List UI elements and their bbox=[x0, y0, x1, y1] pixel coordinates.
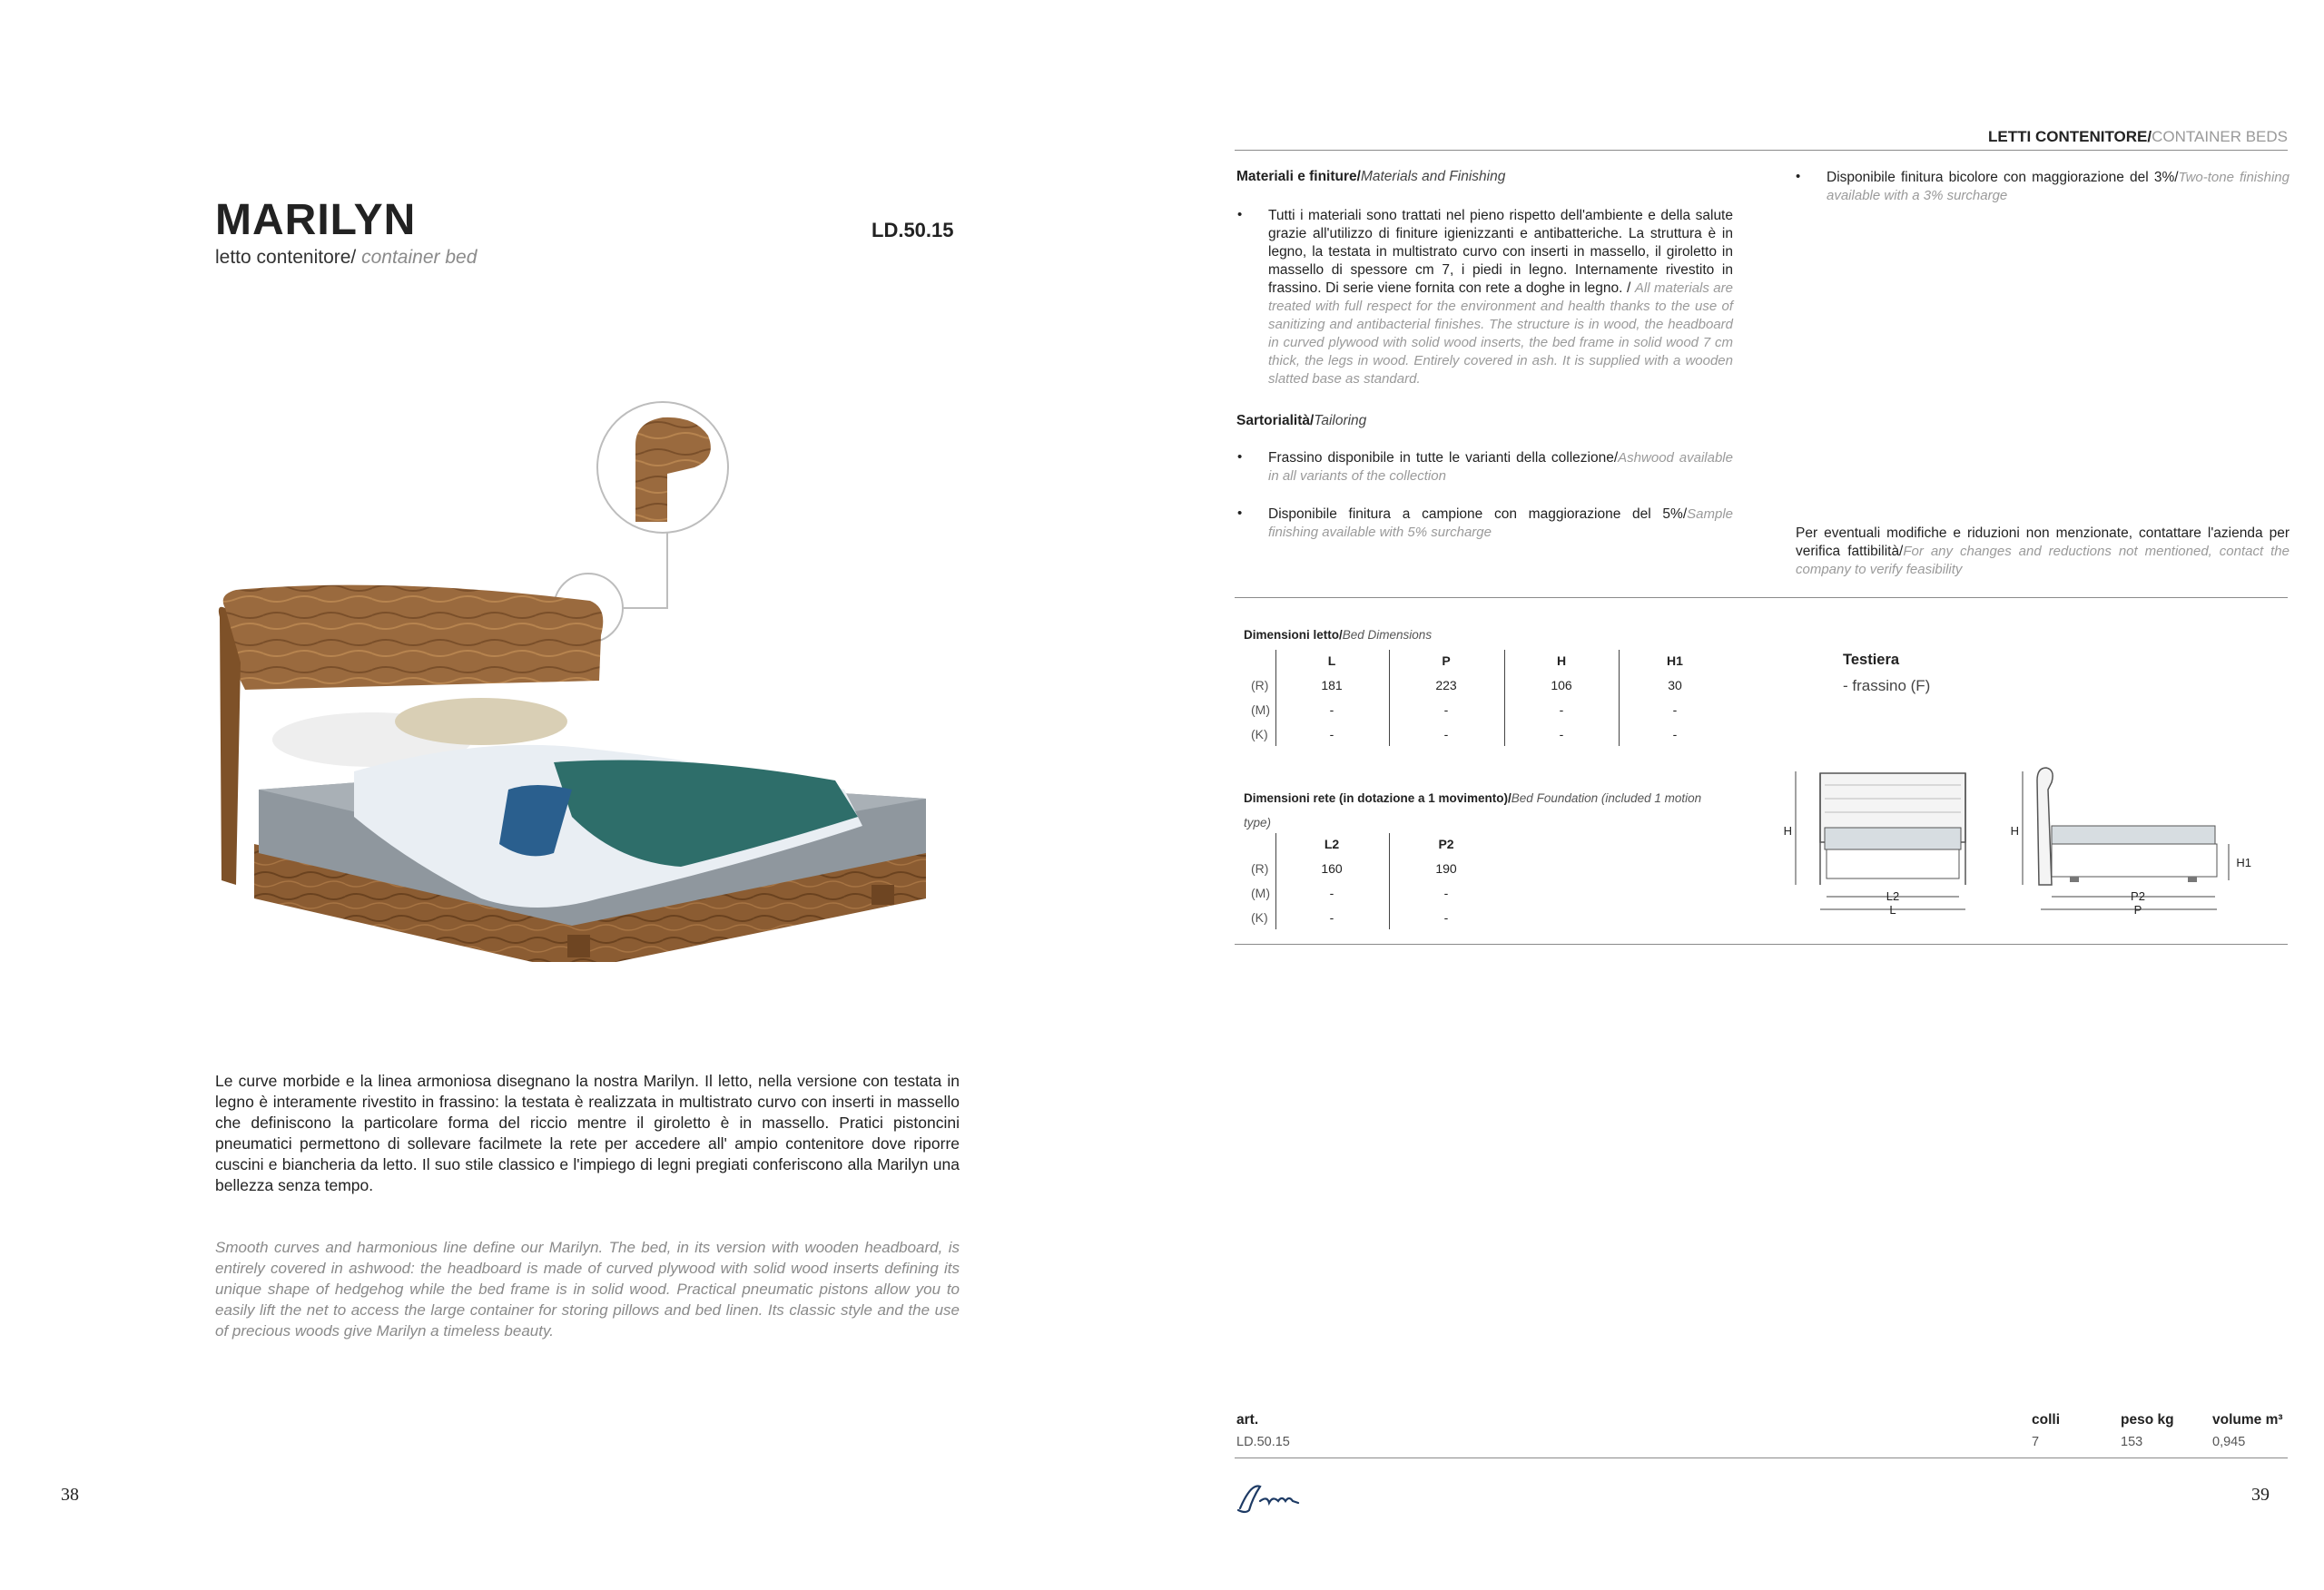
table-divider bbox=[1389, 650, 1390, 746]
table-divider bbox=[1389, 833, 1390, 929]
materials-text-it: Tutti i materiali sono trattati nel pieno rispetto dell'ambiente e della salute grazie all'utilizzo di finiture igienizzanti e antibatteriche. La struttura è in legno, la testata in multistrato curvo con inserti in massello, il giroletto in massello di spessore cm 7, i piedi in legno. Internamente rivestito in frassino. Di serie viene fornita con rete a doghe in legno. / bbox=[1268, 208, 1733, 296]
headboard-title: Testiera bbox=[1843, 652, 1900, 668]
bullet-icon: • bbox=[1237, 505, 1243, 521]
materials-heading-it: Materiali e finiture/ bbox=[1236, 169, 1361, 184]
label-front-l2: L2 bbox=[1886, 889, 1900, 903]
table-cell: - bbox=[1329, 910, 1334, 925]
footer-colli-header: colli bbox=[2032, 1412, 2061, 1428]
table-header: P2 bbox=[1438, 837, 1454, 851]
modifications-note-en: For any changes and reductions not mentioned, contact the company to verify feasibility bbox=[1796, 544, 2290, 577]
table-cell: 181 bbox=[1321, 678, 1343, 692]
table-divider bbox=[1275, 650, 1276, 746]
section-rule bbox=[1235, 944, 2288, 945]
bullet-icon: • bbox=[1237, 207, 1243, 222]
tailoring-item-1-en: Ashwood available in all variants of the collection bbox=[1268, 450, 1733, 484]
label-side-h1: H1 bbox=[2236, 856, 2251, 869]
table-header: L bbox=[1327, 653, 1336, 668]
table-row-label: (K) bbox=[1251, 727, 1268, 741]
brand-logo bbox=[1233, 1479, 1305, 1516]
subtitle-en: container bed bbox=[361, 247, 478, 268]
table-cell: 223 bbox=[1435, 678, 1457, 692]
label-front-h: H bbox=[1783, 824, 1792, 838]
table-cell: - bbox=[1672, 727, 1678, 741]
table-cell: - bbox=[1672, 702, 1678, 717]
table-divider bbox=[1504, 650, 1505, 746]
tailoring-item-2-it: Disponibile finitura a campione con maggiorazione del 5%/ bbox=[1268, 506, 1688, 522]
modifications-note bbox=[1796, 525, 2290, 579]
label-side-p2: P2 bbox=[2131, 889, 2145, 903]
footer-art-header: art. bbox=[1236, 1412, 1259, 1428]
tailoring-item-2 bbox=[1268, 505, 1733, 542]
materials-text-en: All materials are treated with full respect for the environment and health thanks to the use of sanitizing and antibacterial finishes. The structure is in wood, the headboard in curved plywood with solid wood inserts, the bed frame in solid wood 7 cm thick, the legs in wood. Entirely covered in ash. It is supplied with a wooden slatted base as standard. bbox=[1268, 280, 1733, 387]
label-side-p: P bbox=[2133, 903, 2142, 917]
bed-dimensions-title-it: Dimensioni letto/ bbox=[1244, 628, 1343, 642]
table-cell: 190 bbox=[1435, 861, 1457, 876]
table-cell: - bbox=[1559, 727, 1564, 741]
bed-product-image bbox=[209, 390, 971, 962]
headboard bbox=[223, 585, 604, 690]
bed-dimensions-title bbox=[1244, 628, 1432, 642]
label-front-l: L bbox=[1889, 903, 1896, 917]
table-row-label: (M) bbox=[1251, 702, 1270, 717]
category-en: CONTAINER BEDS bbox=[2152, 128, 2288, 145]
table-row-label: (R) bbox=[1251, 861, 1269, 876]
modifications-note-it: Per eventuali modifiche e riduzioni non menzionate, contattare l'azienda per verifica fattibilità/ bbox=[1796, 525, 2290, 559]
foundation-title-it: Dimensioni rete (in dotazione a 1 movimento)/ bbox=[1244, 791, 1512, 805]
category-header bbox=[1235, 128, 2288, 146]
page-number-left: 38 bbox=[61, 1485, 79, 1505]
product-code: LD.50.15 bbox=[872, 219, 954, 241]
table-row-label: (K) bbox=[1251, 910, 1268, 925]
table-cell: 160 bbox=[1321, 861, 1343, 876]
footer-colli-value: 7 bbox=[2032, 1435, 2040, 1449]
materials-text bbox=[1268, 207, 1733, 388]
table-cell: - bbox=[1443, 702, 1449, 717]
footer-peso-header: peso kg bbox=[2121, 1412, 2174, 1428]
category-it: LETTI CONTENITORE/ bbox=[1988, 128, 2152, 145]
table-cell: - bbox=[1443, 727, 1449, 741]
bullet-icon: • bbox=[1237, 449, 1243, 465]
tailoring-heading bbox=[1236, 413, 1366, 429]
technical-drawing bbox=[1779, 762, 2297, 926]
side-view-drawing bbox=[2011, 768, 2251, 917]
footer-volume-header: volume m³ bbox=[2212, 1412, 2283, 1428]
table-divider bbox=[1619, 650, 1620, 746]
tailoring-item-1 bbox=[1268, 449, 1733, 486]
table-divider bbox=[1275, 833, 1276, 929]
table-row-label: (M) bbox=[1251, 886, 1270, 900]
tailoring-item-1-it: Frassino disponibile in tutte le varianti della collezione/ bbox=[1268, 450, 1619, 466]
bed-dimensions-title-en: Bed Dimensions bbox=[1342, 628, 1433, 642]
table-cell: - bbox=[1329, 702, 1334, 717]
tailoring-heading-it: Sartorialità/ bbox=[1236, 413, 1315, 428]
subtitle-it: letto contenitore/ bbox=[215, 247, 357, 268]
table-row-label: (R) bbox=[1251, 678, 1269, 692]
section-rule bbox=[1235, 597, 2288, 598]
header-rule bbox=[1235, 150, 2288, 151]
foundation-dimensions-title bbox=[1244, 786, 1716, 835]
materials-heading bbox=[1236, 169, 1505, 185]
description-english: Smooth curves and harmonious line define our Marilyn. The bed, in its version with wooden headboard, is entirely covered in ashwood: the headboard is made of curved plywood with solid wood inserts defining its unique shape of hedgehog while the bed frame is in solid wood. Practical pneumatic pistons allow you to easily lift the net to access the large container for storing pillows and bed linen. Its classic style and the use of precious woods give Marilyn a timeless beauty. bbox=[215, 1239, 960, 1340]
table-header: H bbox=[1556, 653, 1567, 668]
description-italian: Le curve morbide e la linea armoniosa disegnano la nostra Marilyn. Il letto, nella versione con testata in legno è interamente rivestito in frassino: la testata è realizzata in multistrato curvo con inserti in massello che definiscono la particolare forma del riccio mentre il giroletto è in massello. Pratici pistoncini pneumatici permettono di sollevare facilmete la rete per accedere all' ampio contenitore dove riporre cuscini e biancheria da letto. Il suo stile classico e l'impiego di legni pregiati conferiscono alla Marilyn una bellezza senza tempo. bbox=[215, 1072, 960, 1194]
front-view-drawing bbox=[1784, 771, 1965, 917]
table-cell: - bbox=[1559, 702, 1564, 717]
footer-peso-value: 153 bbox=[2121, 1435, 2143, 1449]
bicolor-note bbox=[1827, 169, 2290, 205]
table-cell: - bbox=[1443, 886, 1449, 900]
table-cell: - bbox=[1329, 727, 1334, 741]
tailoring-heading-en: Tailoring bbox=[1314, 413, 1367, 428]
table-cell: - bbox=[1329, 886, 1334, 900]
materials-heading-en: Materials and Finishing bbox=[1360, 169, 1506, 184]
footer-art-value: LD.50.15 bbox=[1236, 1435, 1290, 1449]
tailoring-item-2-en: Sample finishing available with 5% surcharge bbox=[1268, 506, 1733, 540]
product-subtitle bbox=[215, 247, 477, 269]
page-number-right: 39 bbox=[2251, 1485, 2270, 1505]
label-side-h: H bbox=[2010, 824, 2019, 838]
table-header: L2 bbox=[1324, 837, 1340, 851]
headboard-option: - frassino (F) bbox=[1843, 677, 1931, 694]
pillow bbox=[395, 698, 567, 745]
table-cell: 30 bbox=[1668, 678, 1682, 692]
footer-volume-value: 0,945 bbox=[2212, 1435, 2246, 1449]
foundation-title-en: Bed Foundation (included 1 motion type) bbox=[1244, 791, 1702, 829]
bicolor-note-it: Disponibile finitura bicolore con maggiorazione del 3%/ bbox=[1827, 170, 2179, 185]
bicolor-note-en: Two-tone finishing available with a 3% surcharge bbox=[1827, 170, 2290, 203]
table-cell: 106 bbox=[1551, 678, 1572, 692]
bullet-icon: • bbox=[1796, 169, 1801, 184]
product-title: MARILYN bbox=[215, 196, 417, 244]
table-cell: - bbox=[1443, 910, 1449, 925]
table-header: P bbox=[1442, 653, 1451, 668]
table-header: H1 bbox=[1667, 653, 1683, 668]
